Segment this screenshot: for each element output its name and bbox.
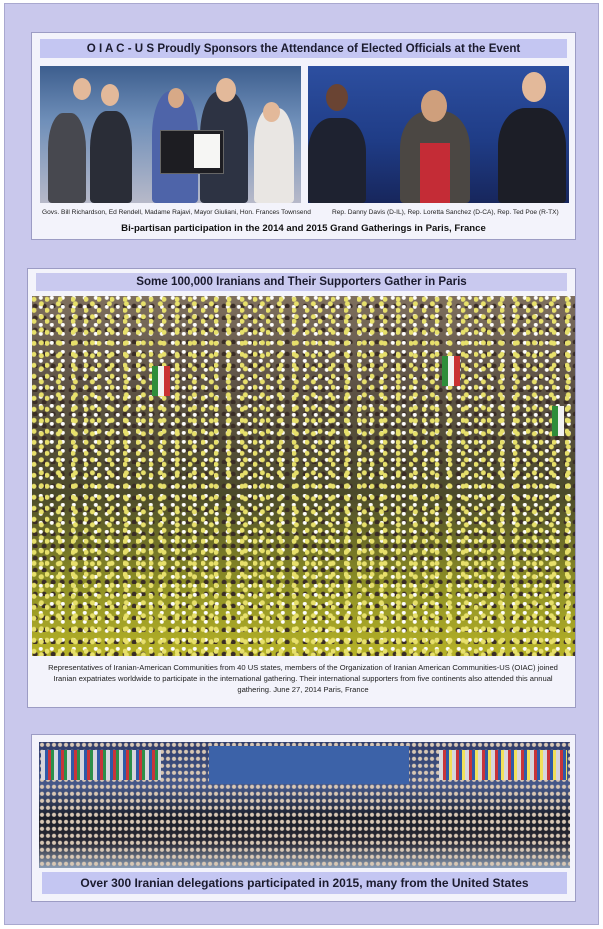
official-head — [421, 90, 447, 122]
flag-row-right — [439, 750, 567, 780]
official-head — [326, 84, 348, 111]
official-head — [101, 84, 119, 106]
official-head — [73, 78, 91, 100]
flag-red — [164, 366, 170, 396]
official-figure — [498, 108, 566, 203]
delegations-photo — [39, 742, 570, 868]
red-blouse — [420, 143, 450, 203]
officials-caption-main: Bi-partisan participation in the 2014 and 2015 Grand Gatherings in Paris, France — [121, 223, 486, 234]
officials-panel — [31, 32, 576, 240]
crowd-photo — [32, 296, 575, 656]
certificate-paper — [194, 134, 220, 168]
gathering-banner: Some 100,000 Iranians and Their Supporters Gather in Paris — [36, 273, 567, 291]
official-figure — [90, 111, 132, 203]
officials-banner: O I A C - U S Proudly Sponsors the Attendance of Elected Officials at the Event — [40, 39, 567, 58]
official-figure — [48, 113, 86, 203]
official-head — [168, 88, 184, 108]
official-head — [522, 72, 546, 102]
official-figure — [254, 108, 294, 203]
official-head — [216, 78, 236, 102]
officials-photo-left — [40, 66, 301, 203]
delegations-panel — [31, 734, 576, 902]
official-head — [263, 102, 280, 122]
delegations-banner: Over 300 Iranian delegations participated in 2015, many from the United States — [42, 872, 567, 894]
gathering-panel — [27, 268, 576, 708]
flag-red — [454, 356, 460, 386]
stage-screen — [209, 746, 409, 784]
certificate-plaque — [160, 130, 224, 174]
officials-photo-right — [308, 66, 569, 203]
flag-white — [558, 406, 564, 436]
gathering-caption: Representatives of Iranian-American Communities from 40 US states, members of the Organization of Iranian American Communities-US (OIAC) joined Iranian expatriates worldwide to participate in the international gathering. Their international supporters from five continents also attended this annual gathering. June 27, 2014 Paris, France — [48, 663, 558, 694]
poster-page — [4, 3, 599, 925]
flag-row-left — [41, 750, 161, 780]
officials-caption-right: Rep. Danny Davis (D-IL), Rep. Loretta Sanchez (D-CA), Rep. Ted Poe (R-TX) — [332, 209, 559, 216]
official-figure — [308, 118, 366, 203]
officials-caption-left: Govs. Bill Richardson, Ed Rendell, Madame Rajavi, Mayor Giuliani, Hon. Frances Townsend — [42, 209, 311, 216]
